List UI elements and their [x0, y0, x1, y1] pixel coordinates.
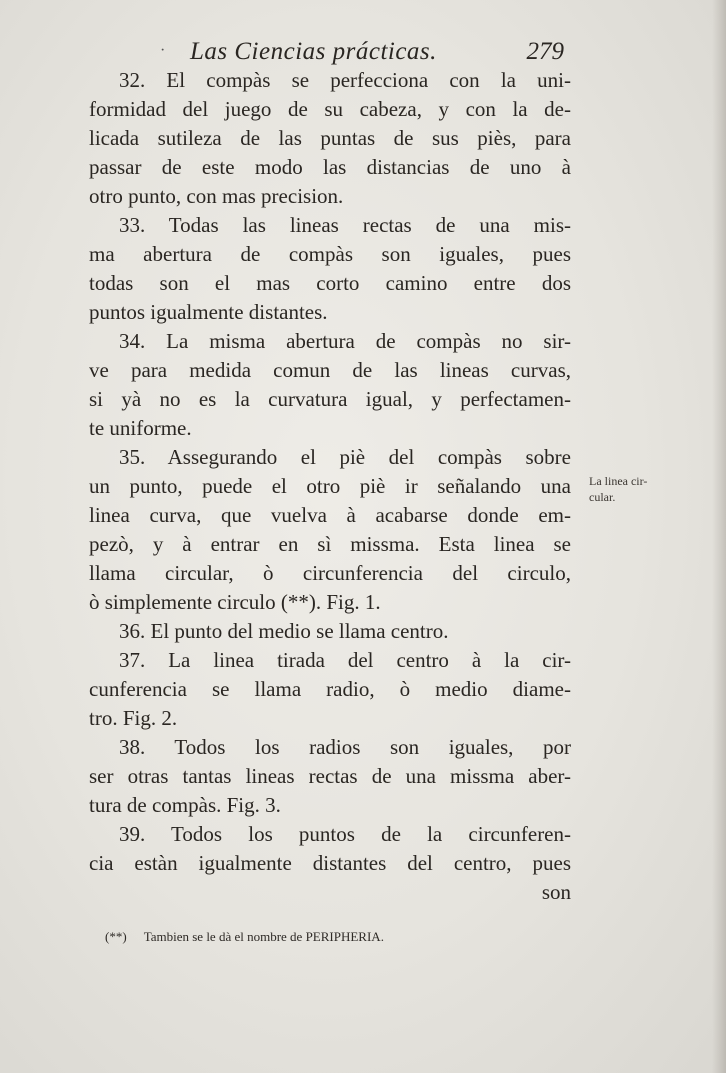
text-line: tura de compàs. Fig. 3. [89, 793, 281, 817]
text-line: tro. Fig. 2. [89, 706, 178, 730]
text-line: 36. El punto del medio se llama centro. [119, 619, 449, 643]
margin-note-line: La linea cir- [589, 474, 648, 488]
footnote [105, 929, 384, 945]
page-number: 279 [526, 38, 564, 65]
text-line: pezò, y à entrar en sì missma. Esta linea se [89, 532, 571, 556]
text-line: 33. Todas las lineas rectas de una mis- [119, 213, 571, 237]
header-ornament: · [160, 42, 166, 59]
running-title: Las Ciencias prácticas. [190, 38, 437, 65]
text-line: licada sutileza de las puntas de sus piès, para [89, 126, 571, 150]
text-line: ma abertura de compàs son iguales, pues [89, 242, 571, 266]
text-line: linea curva, que vuelva à acabarse donde em- [89, 503, 571, 527]
text-line: 38. Todos los radios son iguales, por [119, 735, 571, 759]
text-line: ò simplemente circulo (**). Fig. 1. [89, 590, 381, 614]
footnote-text: Tambien se le dà el nombre de PERIPHERIA. [143, 929, 384, 944]
text-line: llama circular, ò circunferencia del circulo, [89, 561, 571, 585]
text-line: ser otras tantas lineas rectas de una missma aber- [89, 764, 571, 788]
text-line: 34. La misma abertura de compàs no sir- [119, 329, 571, 353]
text-line: 37. La linea tirada del centro à la cir- [119, 648, 571, 672]
text-line: ve para medida comun de las lineas curvas, [89, 358, 571, 382]
text-line: formidad del juego de su cabeza, y con la de- [89, 97, 571, 121]
body-text [89, 66, 571, 907]
text-line: cunferencia se llama radio, ò medio diame- [89, 677, 571, 701]
catchword: son [541, 880, 571, 904]
text-line: todas son el mas corto camino entre dos [89, 271, 571, 295]
text-line: 35. Assegurando el piè del compàs sobre [119, 445, 571, 469]
margin-note [589, 473, 669, 505]
text-line: te uniforme. [89, 416, 192, 440]
page-header [160, 38, 570, 68]
text-line: puntos igualmente distantes. [89, 300, 328, 324]
text-line: 39. Todos los puntos de la circunferen- [119, 822, 571, 846]
page-edge-shadow [712, 0, 726, 1073]
text-line: otro punto, con mas precision. [89, 184, 344, 208]
text-line: passar de este modo las distancias de uno à [89, 155, 571, 179]
footnote-marker: (**) [105, 929, 127, 944]
text-line: cia estàn igualmente distantes del centro, pues [89, 851, 571, 875]
text-line: 32. El compàs se perfecciona con la uni- [119, 68, 571, 92]
text-line: un punto, puede el otro piè ir señalando una [89, 474, 571, 498]
text-line: si yà no es la curvatura igual, y perfectamen- [89, 387, 571, 411]
margin-note-line: cular. [589, 490, 616, 504]
